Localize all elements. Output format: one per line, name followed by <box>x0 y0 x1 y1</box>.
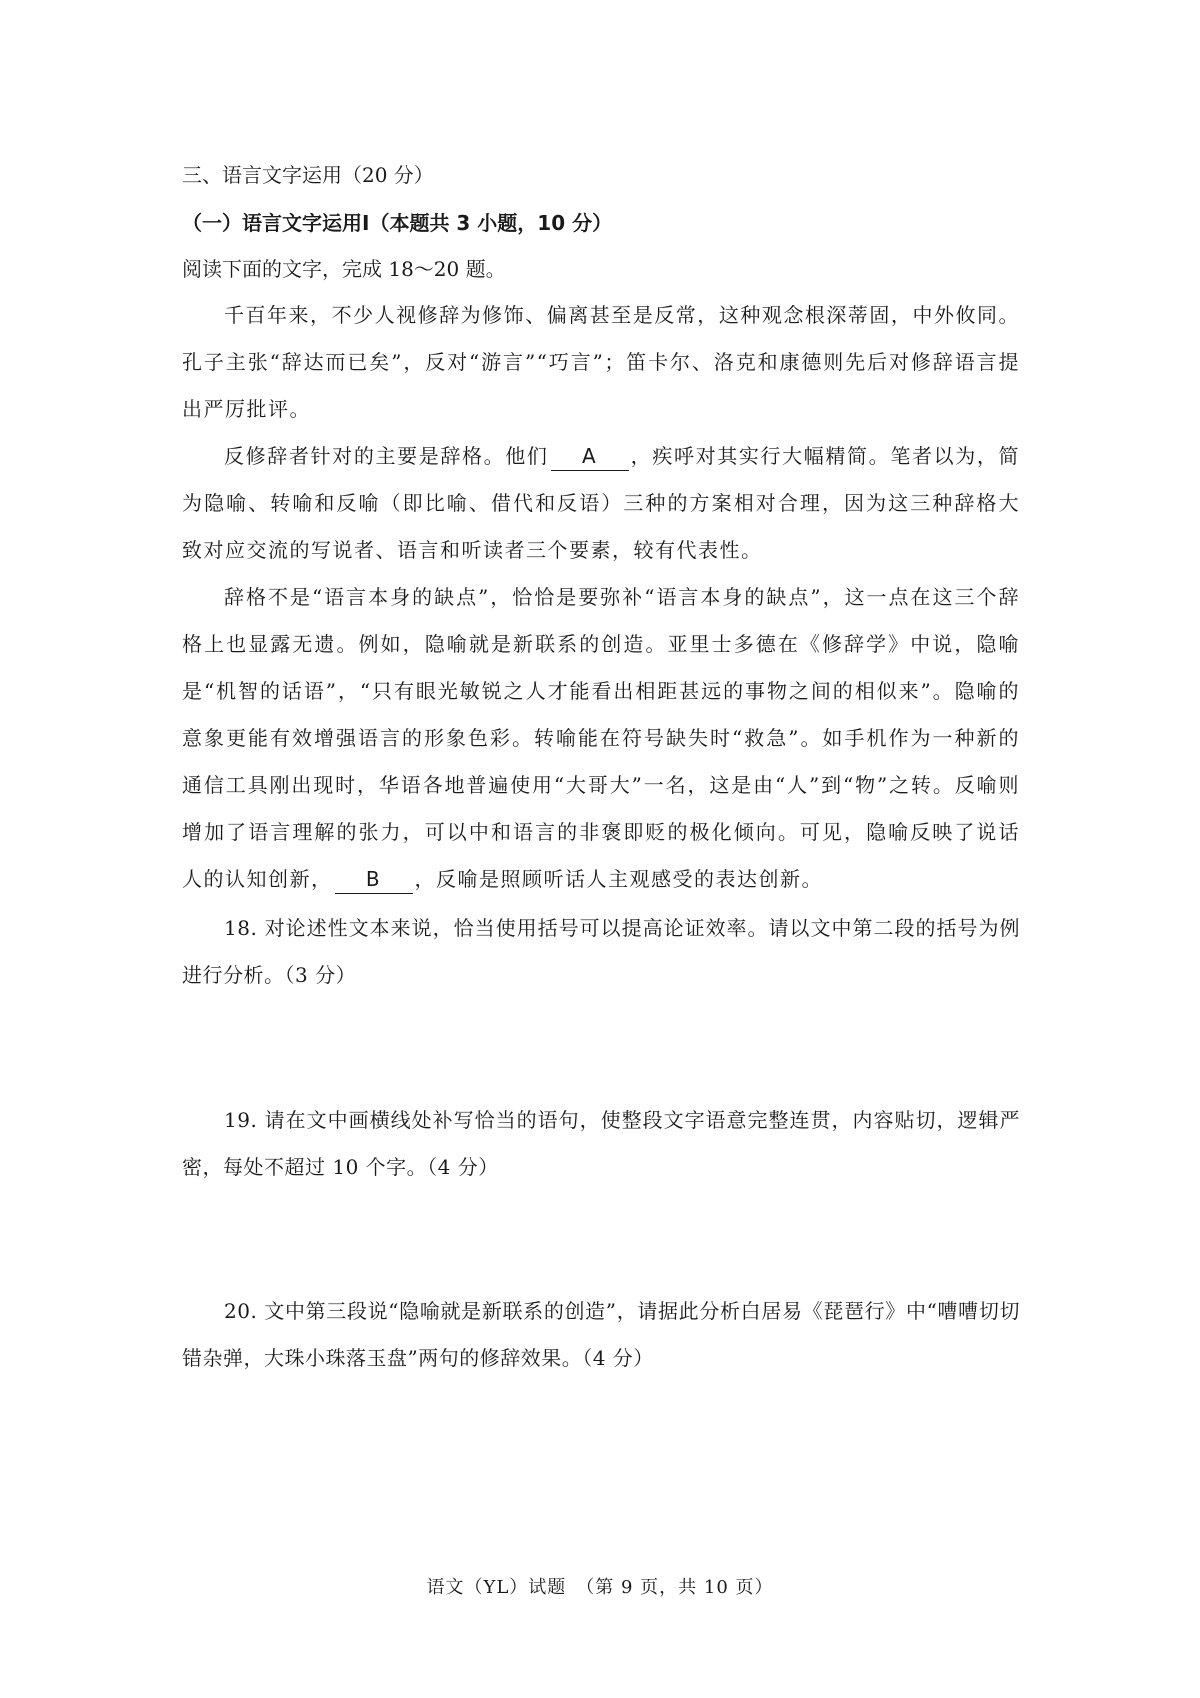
passage-paragraph-3-text-after: ，反喻是照顾听话人主观感受的表达创新。 <box>414 867 823 891</box>
passage-paragraph-2-text-after: ，疾呼对其实行大幅精简。笔者以为，简为隐喻、转喻和反喻（即比喻、借代和反语）三种的方案相对合理，因为这三种辞格大致对应交流的写说者、语言和听读者三个要素，较有代表性。 <box>182 444 1021 562</box>
question-19: 19. 请在文中画横线处补写恰当的语句，使整段文字语意完整连贯，内容贴切，逻辑严密，每处不超过 10 个字。（4 分） <box>182 1108 1020 1179</box>
fill-blank-a: A <box>551 442 629 471</box>
question-20: 20. 文中第三段说“隐喻就是新联系的创造”，请据此分析白居易《琵琶行》中“嘈嘈切切错杂弹，大珠小珠落玉盘”两句的修辞效果。（4 分） <box>182 1299 1020 1370</box>
passage-paragraph-2-text-before: 反修辞者针对的主要是辞格。他们 <box>224 444 549 468</box>
passage-paragraph-3-text-before: 辞格不是“语言本身的缺点”，恰恰是要弥补“语言本身的缺点”，这一点在这三个辞格上也显露无遗。例如，隐喻就是新联系的创造。亚里士多德在《修辞学》中说，隐喻是“机智的话语”，“只有眼光敏锐之人才能看出相距甚远的事物之间的相似来”。隐喻的意象更能有效增强语言的形象色彩。转喻能在符号缺失时“救急”。如手机作为一种新的通信工具刚出现时，华语各地普遍使用“大哥大”一名，这是由“人”到“物”之转。反喻则增加了语言理解的张力，可以中和语言的非褒即贬的极化倾向。可见，隐喻反映了说话人的认知创新， <box>182 585 1020 891</box>
question-18: 18. 对论述性文本来说，恰当使用括号可以提高论证效率。请以文中第二段的括号为例进行分析。（3 分） <box>182 916 1020 987</box>
passage-paragraph-2 <box>182 433 1020 574</box>
passage-paragraph-3 <box>182 574 1020 903</box>
reading-instruction: 阅读下面的文字，完成 18～20 题。 <box>182 257 506 281</box>
section-title: 三、语言文字运用（20 分） <box>182 163 434 187</box>
fill-blank-b: B <box>335 865 413 894</box>
page-footer: 语文（YL）试题 （第 9 页，共 10 页） <box>426 1577 774 1598</box>
subsection-title: （一）语言文字运用Ⅰ（本题共 3 小题，10 分） <box>182 211 613 235</box>
passage-paragraph-1: 千百年来，不少人视修辞为修饰、偏离甚至是反常，这种观念根深蒂固，中外攸同。孔子主张“辞达而已矣”，反对“游言”“巧言”；笛卡尔、洛克和康德则先后对修辞语言提出严厉批评。 <box>182 303 1020 421</box>
page-content <box>182 152 1020 1382</box>
